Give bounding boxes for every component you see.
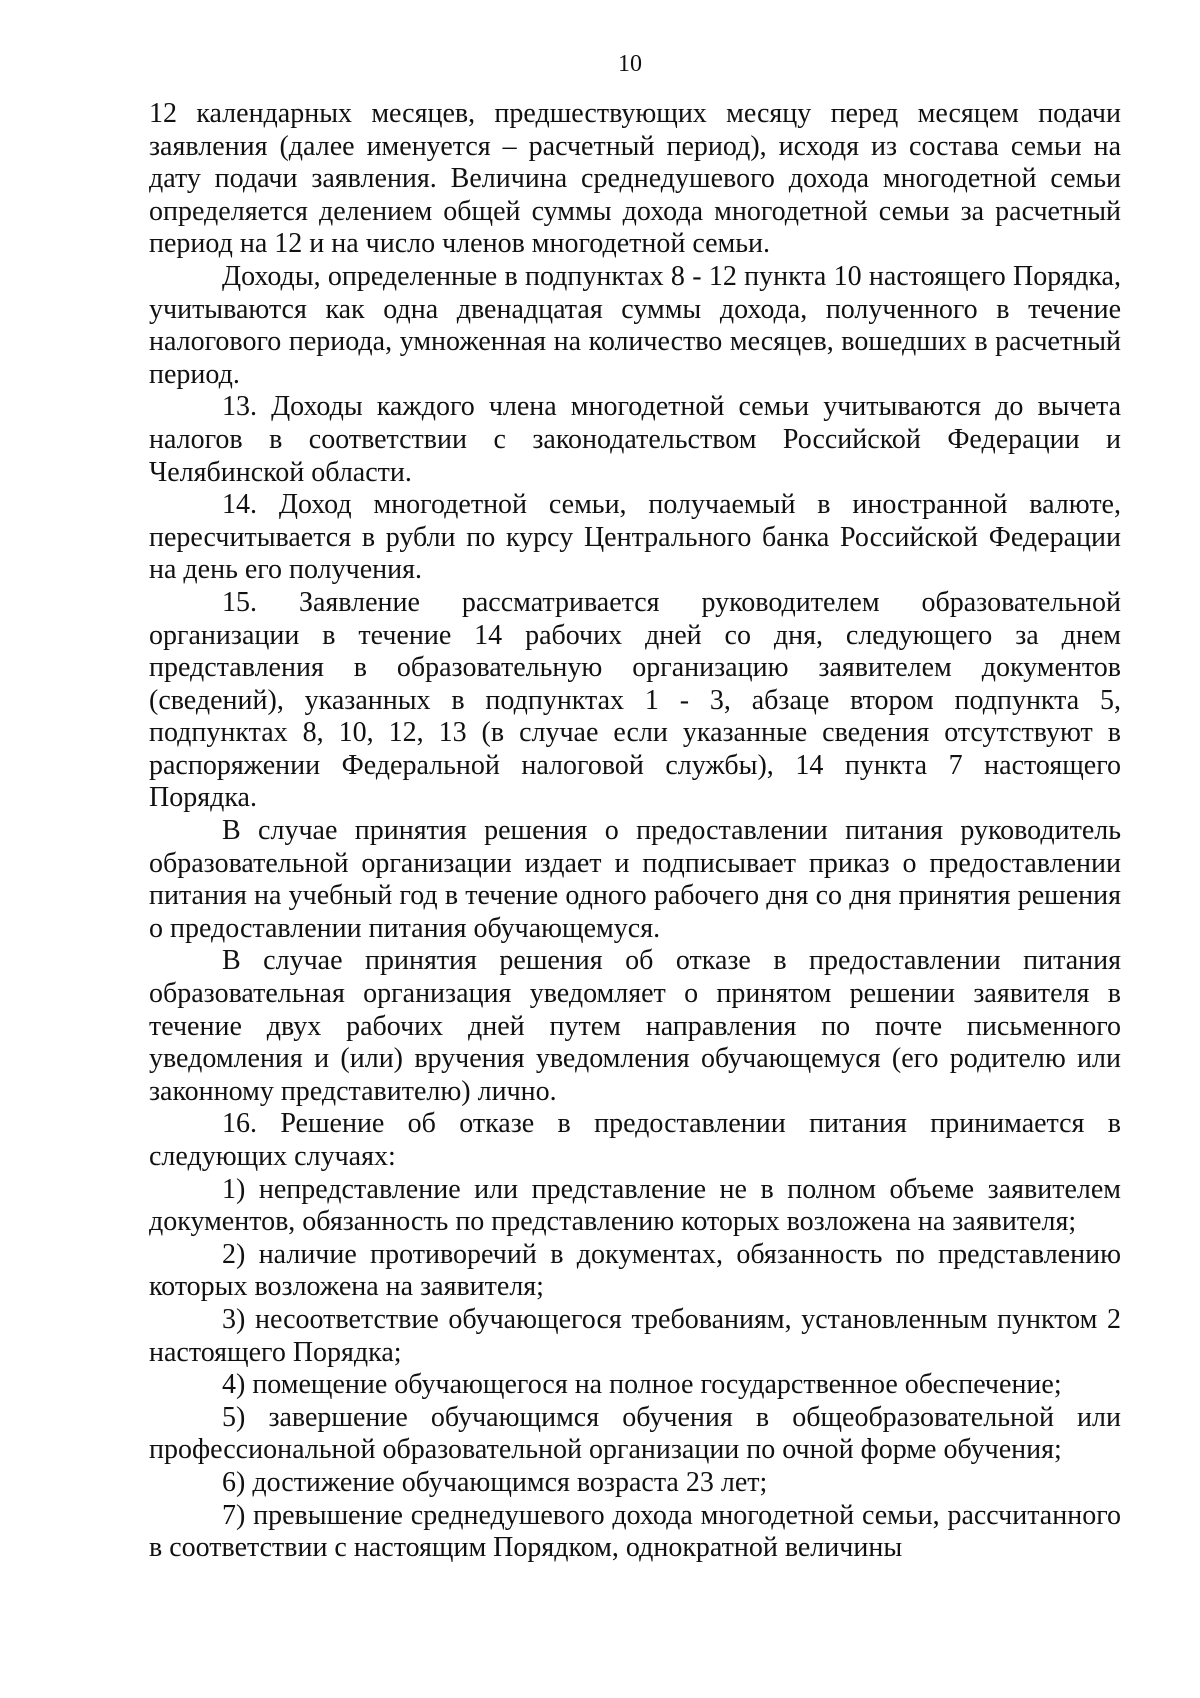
paragraph-continuation: 12 календарных месяцев, предшествующих месяцу перед месяцем подачи заявления (далее именуется – расчетный период), исходя из состава семьи на дату подачи заявления. Величина среднедушевого дохода многодетной семьи определяется делением общей суммы дохода многодетной семьи за расчетный период на 12 и на число членов многодетной семьи. [149,98,1121,260]
list-item-1: 1) непредставление или представление не в полном объеме заявителем документов, обязанность по представлению которых возложена на заявителя; [149,1173,1121,1238]
paragraph-14: 14. Доход многодетной семьи, получаемый в иностранной валюте, пересчитывается в рубли по курсу Центрального банка Российской Федерации на день его получения. [149,489,1121,586]
paragraph-decision-refused: В случае принятия решения об отказе в предоставлении питания образовательная организация уведомляет о принятом решении заявителя в течение двух рабочих дней путем направления по почте письменного уведомления и (или) вручения уведомления обучающемуся (его родителю или законному представителю) лично. [149,945,1121,1107]
list-item-2: 2) наличие противоречий в документах, обязанность по представлению которых возложена на заявителя; [149,1238,1121,1303]
list-item-4: 4) помещение обучающегося на полное государственное обеспечение; [222,1369,1062,1401]
list-item-5: 5) завершение обучающимся обучения в общеобразовательной или профессиональной образовательной организации по очной форме обучения; [149,1401,1121,1466]
list-item-3: 3) несоответствие обучающегося требованиям, установленным пунктом 2 настоящего Порядка; [149,1303,1121,1368]
paragraph-16: 16. Решение об отказе в предоставлении питания принимается в следующих случаях: [149,1108,1121,1172]
page-number: 10 [618,51,642,77]
paragraph-15: 15. Заявление рассматривается руководителем образовательной организации в течение 14 рабочих дней со дня, следующего за днем представления в образовательную организацию заявителем документов (сведений), указанных в подпунктах 1 - 3, абзаце втором подпункта 5, подпунктах 8, 10, 12, 13 (в случае если указанные сведения отсутствуют в распоряжении Федеральной налоговой службы), 14 пункта 7 настоящего Порядка. [149,586,1121,814]
paragraph-13: 13. Доходы каждого члена многодетной семьи учитываются до вычета налогов в соответствии с законодательством Российской Федерации и Челябинской области. [149,391,1121,488]
list-item-7: 7) превышение среднедушевого дохода многодетной семьи, рассчитанного в соответствии с настоящим Порядком, однократной величины [149,1499,1121,1564]
document-body [149,98,1121,1565]
paragraph-decision-granted: В случае принятия решения о предоставлении питания руководитель образовательной организации издает и подписывает приказ о предоставлении питания на учебный год в течение одного рабочего дня со дня принятия решения о предоставлении питания обучающемуся. [149,815,1121,944]
paragraph-income-subitems: Доходы, определенные в подпунктах 8 - 12 пункта 10 настоящего Порядка, учитываются как одна двенадцатая суммы дохода, полученного в течение налогового периода, умноженная на количество месяцев, вошедших в расчетный период. [149,260,1121,390]
list-item-6: 6) достижение обучающимся возраста 23 лет; [222,1466,768,1498]
